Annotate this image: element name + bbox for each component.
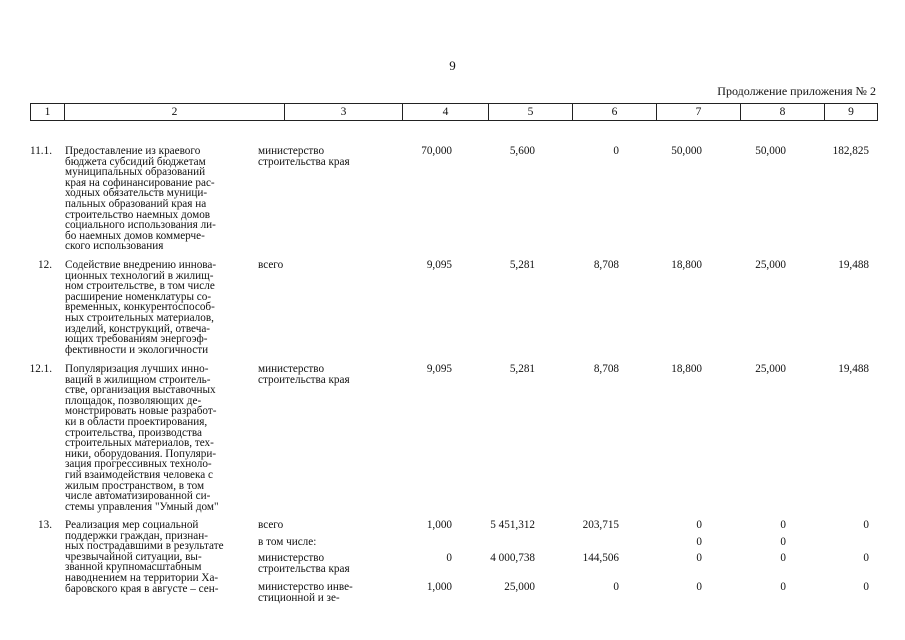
value-cell: 4 000,738 (490, 552, 535, 564)
row-description: Популяризация лучших инно- ваций в жилищном строитель- стве, организация выставочных площадок, позволяющих де- монстрировать новые разработ- ки в области проектирования, строительства, производства строительных материалов, тех- ники, оборудования. Популяри- зация прогрессивных техноло- гий взаимодействия человека с жилым пространством, в том числе автоматизированной си- стемы управления "Умный дом" (65, 363, 219, 513)
value-cell: 9,095 (426, 259, 452, 271)
executor-label: в том числе: (258, 536, 317, 548)
value-cell: 1,000 (426, 519, 452, 531)
col-num-1: 1 (31, 104, 65, 121)
col-num-5: 5 (489, 104, 573, 121)
executor-label: всего (258, 519, 284, 531)
col-num-2: 2 (65, 104, 285, 121)
value-cell: 0 (613, 145, 619, 157)
value-cell: 1,000 (426, 581, 452, 593)
value-cell: 144,506 (582, 552, 619, 564)
value-cell: 70,000 (421, 145, 452, 157)
value-cell: 0 (863, 581, 869, 593)
column-header-table (30, 103, 878, 121)
value-cell: 25,000 (504, 581, 535, 593)
executor-label: министерство строительства края (258, 145, 350, 168)
continuation-label: Продолжение приложения № 2 (717, 84, 876, 98)
value-cell: 0 (863, 519, 869, 531)
row-description: Предоставление из краевого бюджета субсидий бюджетам муниципальных образований края на софинансирование рас- ходных обязательств муници- пальных образований края на строительство наемных домов социального использования ли- бо наемных домов коммерче- ского использования (65, 145, 216, 253)
value-cell: 25,000 (755, 363, 786, 375)
value-cell: 5,281 (509, 259, 535, 271)
value-cell: 182,825 (832, 145, 869, 157)
value-cell: 0 (863, 552, 869, 564)
value-cell: 0 (696, 519, 702, 531)
value-cell: 0 (696, 552, 702, 564)
value-cell: 0 (613, 581, 619, 593)
col-num-7: 7 (657, 104, 741, 121)
col-num-4: 4 (403, 104, 489, 121)
value-cell: 8,708 (593, 259, 619, 271)
row-number: 11.1. (30, 145, 52, 157)
value-cell: 9,095 (426, 363, 452, 375)
row-number: 12. (38, 259, 52, 271)
page-number: 9 (449, 58, 456, 73)
col-num-3: 3 (285, 104, 403, 121)
value-cell: 203,715 (582, 519, 619, 531)
value-cell: 0 (696, 581, 702, 593)
value-cell: 50,000 (671, 145, 702, 157)
row-number: 13. (38, 519, 52, 531)
executor-label: министерство строительства края (258, 363, 350, 386)
executor-label: министерство инве- стиционной и зе- (258, 581, 353, 604)
value-cell: 5,600 (509, 145, 535, 157)
executor-label: всего (258, 259, 284, 271)
row-description: Содействие внедрению иннова- ционных технологий в жилищ- ном строительстве, в том числе расширение номенклатуры со- временных, конкурентоспособ- ных строительных материалов, изделий, конструкций, отвеча- ющих требованиям энергоэф- фективности и экологичности (65, 259, 217, 356)
value-cell: 18,800 (671, 363, 702, 375)
row-number: 12.1. (29, 363, 52, 375)
value-cell: 8,708 (593, 363, 619, 375)
value-cell: 0 (446, 552, 452, 564)
column-number-row (31, 104, 878, 121)
value-cell: 5 451,312 (490, 519, 535, 531)
value-cell: 19,488 (838, 259, 869, 271)
value-cell: 25,000 (755, 259, 786, 271)
value-cell: 50,000 (755, 145, 786, 157)
value-cell: 0 (780, 519, 786, 531)
executor-label: министерство строительства края (258, 552, 350, 575)
value-cell: 0 (780, 536, 786, 548)
value-cell: 18,800 (671, 259, 702, 271)
value-cell: 0 (780, 581, 786, 593)
col-num-8: 8 (741, 104, 825, 121)
value-cell: 19,488 (838, 363, 869, 375)
value-cell: 0 (780, 552, 786, 564)
value-cell: 0 (696, 536, 702, 548)
col-num-9: 9 (825, 104, 878, 121)
value-cell: 5,281 (509, 363, 535, 375)
row-description: Реализация мер социальной поддержки граждан, признан- ных пострадавшими в результате чрезвычайной ситуации, вы- званной крупномасштабным наводнением на территории Ха- баровского края в августе – сен- (65, 519, 224, 595)
col-num-6: 6 (573, 104, 657, 121)
